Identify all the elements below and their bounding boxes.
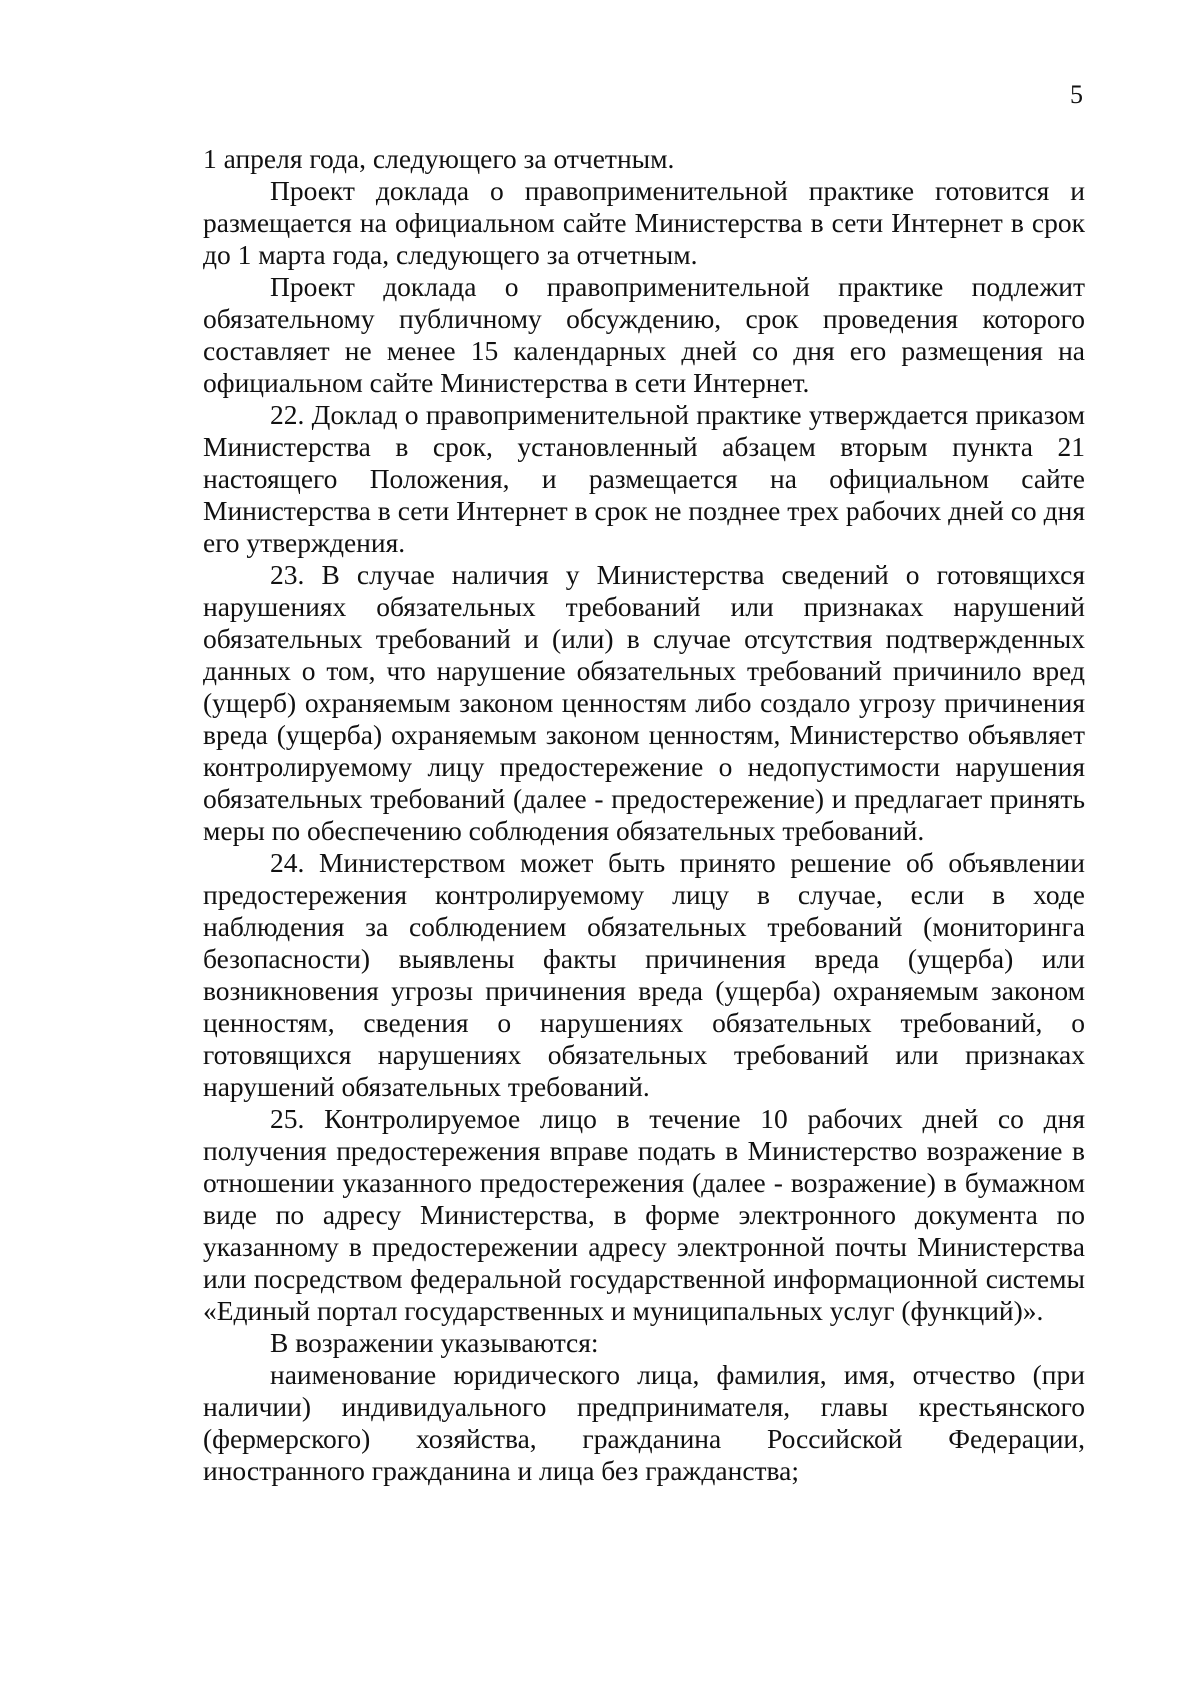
document-body [203,143,1085,1487]
paragraph-objection-intro: В возражении указываются: [270,1327,599,1358]
paragraph-3: Проект доклада о правоприменительной практике подлежит обязательному публичному обсуждению, срок проведения которого составляет не менее 15 календарных дней со дня его размещения на официальном сайте Министерства в сети Интернет. [203,271,1085,398]
paragraph-item-22: 22. Доклад о правоприменительной практике утверждается приказом Министерства в срок, установленный абзацем вторым пункта 21 настоящего Положения, и размещается на официальном сайте Министерства в сети Интернет в срок не позднее трех рабочих дней со дня его утверждения. [203,399,1085,558]
paragraph-item-25: 25. Контролируемое лицо в течение 10 рабочих дней со дня получения предостережения вправе подать в Министерство возражение в отношении указанного предостережения (далее - возражение) в бумажном виде по адресу Министерства, в форме электронного документа по указанному в предостережении адресу электронной почты Министерства или посредством федеральной государственной информационной системы «Единый портал государственных и муниципальных услуг (функций)». [203,1103,1085,1326]
page-number: 5 [1070,80,1083,109]
paragraph-objection-item: наименование юридического лица, фамилия, имя, отчество (при наличии) индивидуального предпринимателя, главы крестьянского (фермерского) хозяйства, гражданина Российской Федерации, иностранного гражданина и лица без гражданства; [203,1359,1085,1486]
paragraph-1: 1 апреля года, следующего за отчетным. [203,143,675,174]
paragraph-item-24: 24. Министерством может быть принято решение об объявлении предостережения контролируемому лицу в случае, если в ходе наблюдения за соблюдением обязательных требований (мониторинга безопасности) выявлены факты причинения вреда (ущерба) или возникновения угрозы причинения вреда (ущерба) охраняемым законом ценностям, сведения о нарушениях обязательных требований, о готовящихся нарушениях обязательных требований или признаках нарушений обязательных требований. [203,847,1085,1102]
paragraph-2: Проект доклада о правоприменительной практике готовится и размещается на официальном сайте Министерства в сети Интернет в срок до 1 марта года, следующего за отчетным. [203,175,1085,270]
paragraph-item-23: 23. В случае наличия у Министерства сведений о готовящихся нарушениях обязательных требований или признаках нарушений обязательных требований и (или) в случае отсутствия подтвержденных данных о том, что нарушение обязательных требований причинило вред (ущерб) охраняемым законом ценностям либо создало угрозу причинения вреда (ущерба) охраняемым законом ценностям, Министерство объявляет контролируемому лицу предостережение о недопустимости нарушения обязательных требований (далее - предостережение) и предлагает принять меры по обеспечению соблюдения обязательных требований. [203,559,1085,846]
